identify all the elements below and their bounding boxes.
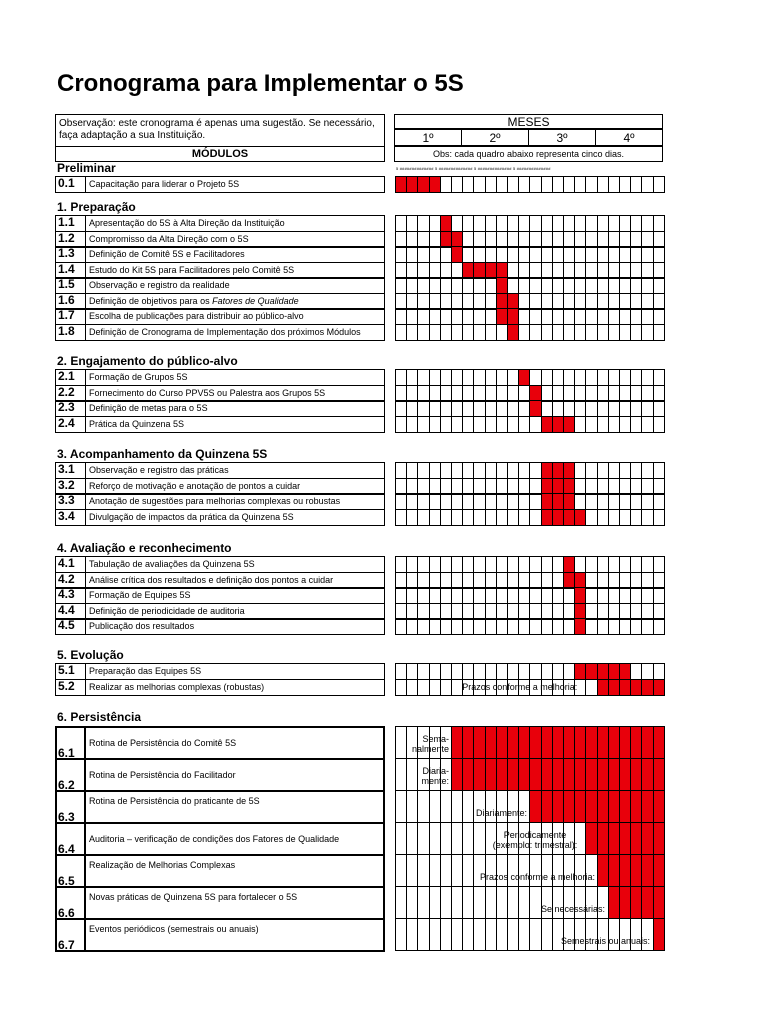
item-number: 1.2 xyxy=(55,231,86,248)
item-description xyxy=(86,509,385,526)
gantt-label: (exemplo: trimestral): xyxy=(492,840,578,850)
gantt-row-1.7-cell xyxy=(653,308,665,325)
item-description xyxy=(86,215,385,232)
item-description: Rotina de Persistência do Facilitador xyxy=(86,758,385,792)
item-description: Rotina de Persistência do Comitê 5S xyxy=(86,726,385,760)
item-description xyxy=(86,308,385,325)
item-number: 6.3 xyxy=(55,790,86,824)
item-number: 2.3 xyxy=(55,400,86,417)
section-title: 1. Preparação xyxy=(57,200,136,214)
item-description xyxy=(86,493,385,510)
item-number: 3.3 xyxy=(55,493,86,510)
item-description xyxy=(86,416,385,433)
item-description: Eventos periódicos (semestrais ou anuais) xyxy=(86,918,385,952)
item-description xyxy=(86,369,385,386)
item-text: Definição de periodicidade de auditoria xyxy=(89,606,245,616)
item-text: Capacitação para liderar o Projeto 5S xyxy=(89,179,240,189)
observation-note: Observação: este cronograma é apenas uma sugestão. Se necessário, faça adaptação a sua Instituição. xyxy=(55,114,385,147)
months-header: MESES xyxy=(394,114,663,129)
item-number: 1.7 xyxy=(55,308,86,325)
gantt-row-2.1-cell xyxy=(653,369,665,386)
item-text: Análise crítica dos resultados e definição dos pontos a cuidar xyxy=(89,575,334,585)
item-number: 5.1 xyxy=(55,663,86,680)
item-description: Auditoria – verificação de condições dos Fatores de Qualidade xyxy=(86,822,385,856)
item-text: Observação e registro das práticas xyxy=(89,465,229,475)
gantt-row-1.3-cell xyxy=(653,246,665,263)
item-number: 1.1 xyxy=(55,215,86,232)
item-description xyxy=(86,400,385,417)
gantt-row-3.4-cell xyxy=(653,509,665,526)
item-text: Anotação de sugestões para melhorias complexas ou robustas xyxy=(89,496,341,506)
gantt-row-6.5-cell xyxy=(653,854,665,887)
item-description xyxy=(86,618,385,635)
item-number: 2.4 xyxy=(55,416,86,433)
item-number: 3.2 xyxy=(55,478,86,495)
item-text: Prática da Quinzena 5S xyxy=(89,419,185,429)
gantt-row-3.1-cell xyxy=(653,462,665,479)
modules-header: MÓDULOS xyxy=(55,146,385,162)
gantt-row-4.5-cell xyxy=(653,618,665,635)
item-number: 4.4 xyxy=(55,603,86,620)
item-number: 3.1 xyxy=(55,462,86,479)
gantt-row-6.1-cell xyxy=(653,726,665,759)
item-description: Realização de Melhorias Complexas xyxy=(86,854,385,888)
gantt-row-1.1-cell xyxy=(653,215,665,232)
item-description xyxy=(86,176,385,193)
item-number: 4.3 xyxy=(55,587,86,604)
item-number: 6.7 xyxy=(55,918,86,952)
gantt-row-1.8-cell xyxy=(653,324,665,341)
item-description xyxy=(86,663,385,680)
gantt-label: nalmente xyxy=(411,744,449,754)
item-number: 6.4 xyxy=(55,822,86,856)
item-description xyxy=(86,679,385,696)
item-number: 6.2 xyxy=(55,758,86,792)
gantt-label: Diaria- xyxy=(422,766,449,776)
gantt-label: Diariamente: xyxy=(475,808,527,818)
item-text: Formação de Equipes 5S xyxy=(89,590,191,600)
month-4: 4º xyxy=(595,129,663,146)
gantt-row-5.2-cell xyxy=(653,679,665,696)
gantt-row-0.1-cell xyxy=(653,176,665,193)
item-number: 3.4 xyxy=(55,509,86,526)
gantt-row-2.4-cell xyxy=(653,416,665,433)
page-title: Cronograma para Implementar o 5S xyxy=(57,70,464,97)
item-text: Observação e registro da realidade xyxy=(89,280,230,290)
section-title: 3. Acompanhamento da Quinzena 5S xyxy=(57,447,268,461)
gantt-label: Se necessárias: xyxy=(540,904,605,914)
item-number: 6.1 xyxy=(55,726,86,760)
item-text: Divulgação de impactos da prática da Quinzena 5S xyxy=(89,512,294,522)
item-text: Fornecimento do Curso PPV5S ou Palestra aos Grupos 5S xyxy=(89,388,326,398)
item-text: Definição de Cronograma de Implementação dos próximos Módulos xyxy=(89,327,361,337)
month-3: 3º xyxy=(528,129,596,146)
item-text: Apresentação do 5S à Alta Direção da Instituição xyxy=(89,218,285,228)
month-1: 1º xyxy=(394,129,462,146)
item-number: 4.5 xyxy=(55,618,86,635)
item-number: 5.2 xyxy=(55,679,86,696)
gantt-row-4.3-cell xyxy=(653,587,665,604)
gantt-row-6.4-cell xyxy=(653,822,665,855)
section-title: Preliminar xyxy=(57,161,116,175)
gantt-label: Periodicamente xyxy=(503,830,567,840)
item-text: Definição de Comitê 5S e Facilitadores xyxy=(89,249,245,259)
gantt-label: mente: xyxy=(421,776,449,786)
item-number: 6.5 xyxy=(55,854,86,888)
item-text: Escolha de publicações para distribuir ao público-alvo xyxy=(89,311,304,321)
item-number: 6.6 xyxy=(55,886,86,920)
gantt-row-3.3-cell xyxy=(653,493,665,510)
item-description: Rotina de Persistência do praticante de 5S xyxy=(86,790,385,824)
item-description xyxy=(86,462,385,479)
gantt-label: Semestrais ou anuais: xyxy=(560,936,650,946)
gantt-row-5.1-cell xyxy=(653,663,665,680)
item-text: Publicação dos resultados xyxy=(89,621,195,631)
item-number: 1.3 xyxy=(55,246,86,263)
gantt-row-6.3-cell xyxy=(653,790,665,823)
item-text: Estudo do Kit 5S para Facilitadores pelo Comitê 5S xyxy=(89,265,295,275)
item-number: 4.1 xyxy=(55,556,86,573)
item-number: 4.2 xyxy=(55,572,86,589)
section-title: 6. Persistência xyxy=(57,710,142,724)
gantt-row-4.1-cell xyxy=(653,556,665,573)
gantt-label: Prazos conforme a melhoria: xyxy=(479,872,595,882)
item-number: 0.1 xyxy=(55,176,86,193)
item-text: Compromisso da Alta Direção com o 5S xyxy=(89,234,249,244)
day-count-header: 5 ############## 5 ############## 5 ############## 5 ############## xyxy=(396,166,551,171)
gantt-row-2.3-cell xyxy=(653,400,665,417)
item-description xyxy=(86,246,385,263)
item-description xyxy=(86,587,385,604)
item-text: Reforço de motivação e anotação de pontos a cuidar xyxy=(89,481,301,491)
item-description xyxy=(86,324,385,341)
item-number: 1.5 xyxy=(55,277,86,294)
gantt-row-6.6-cell xyxy=(653,886,665,919)
gantt-row-1.5-cell xyxy=(653,277,665,294)
month-2: 2º xyxy=(461,129,529,146)
item-description xyxy=(86,277,385,294)
item-number: 2.1 xyxy=(55,369,86,386)
section-title: 2. Engajamento do público-alvo xyxy=(57,354,238,368)
days-note: Obs: cada quadro abaixo representa cinco dias. xyxy=(394,146,663,162)
gantt-row-6.7-cell xyxy=(653,918,665,951)
item-text: Definição de metas para o 5S xyxy=(89,403,208,413)
item-text: Preparação das Equipes 5S xyxy=(89,666,202,676)
section-title: 4. Avaliação e reconhecimento xyxy=(57,541,232,555)
item-description: Novas práticas de Quinzena 5S para fortalecer o 5S xyxy=(86,886,385,920)
item-number: 1.8 xyxy=(55,324,86,341)
item-text: Tabulação de avaliações da Quinzena 5S xyxy=(89,559,255,569)
item-number: 1.6 xyxy=(55,293,86,310)
item-number: 1.4 xyxy=(55,262,86,279)
item-description xyxy=(86,556,385,573)
gantt-label: Prazos conforme a melhoria: xyxy=(462,682,578,692)
gantt-row-6.2-cell xyxy=(653,758,665,791)
section-title: 5. Evolução xyxy=(57,648,124,662)
item-number: 2.2 xyxy=(55,385,86,402)
item-text: Definição de objetivos para os xyxy=(89,296,213,306)
gantt-label: Sema- xyxy=(422,734,449,744)
item-text: Formação de Grupos 5S xyxy=(89,372,188,382)
item-text: Realizar as melhorias complexas (robustas) xyxy=(89,682,265,692)
item-text-italic: Fatores de Qualidade xyxy=(212,296,299,306)
